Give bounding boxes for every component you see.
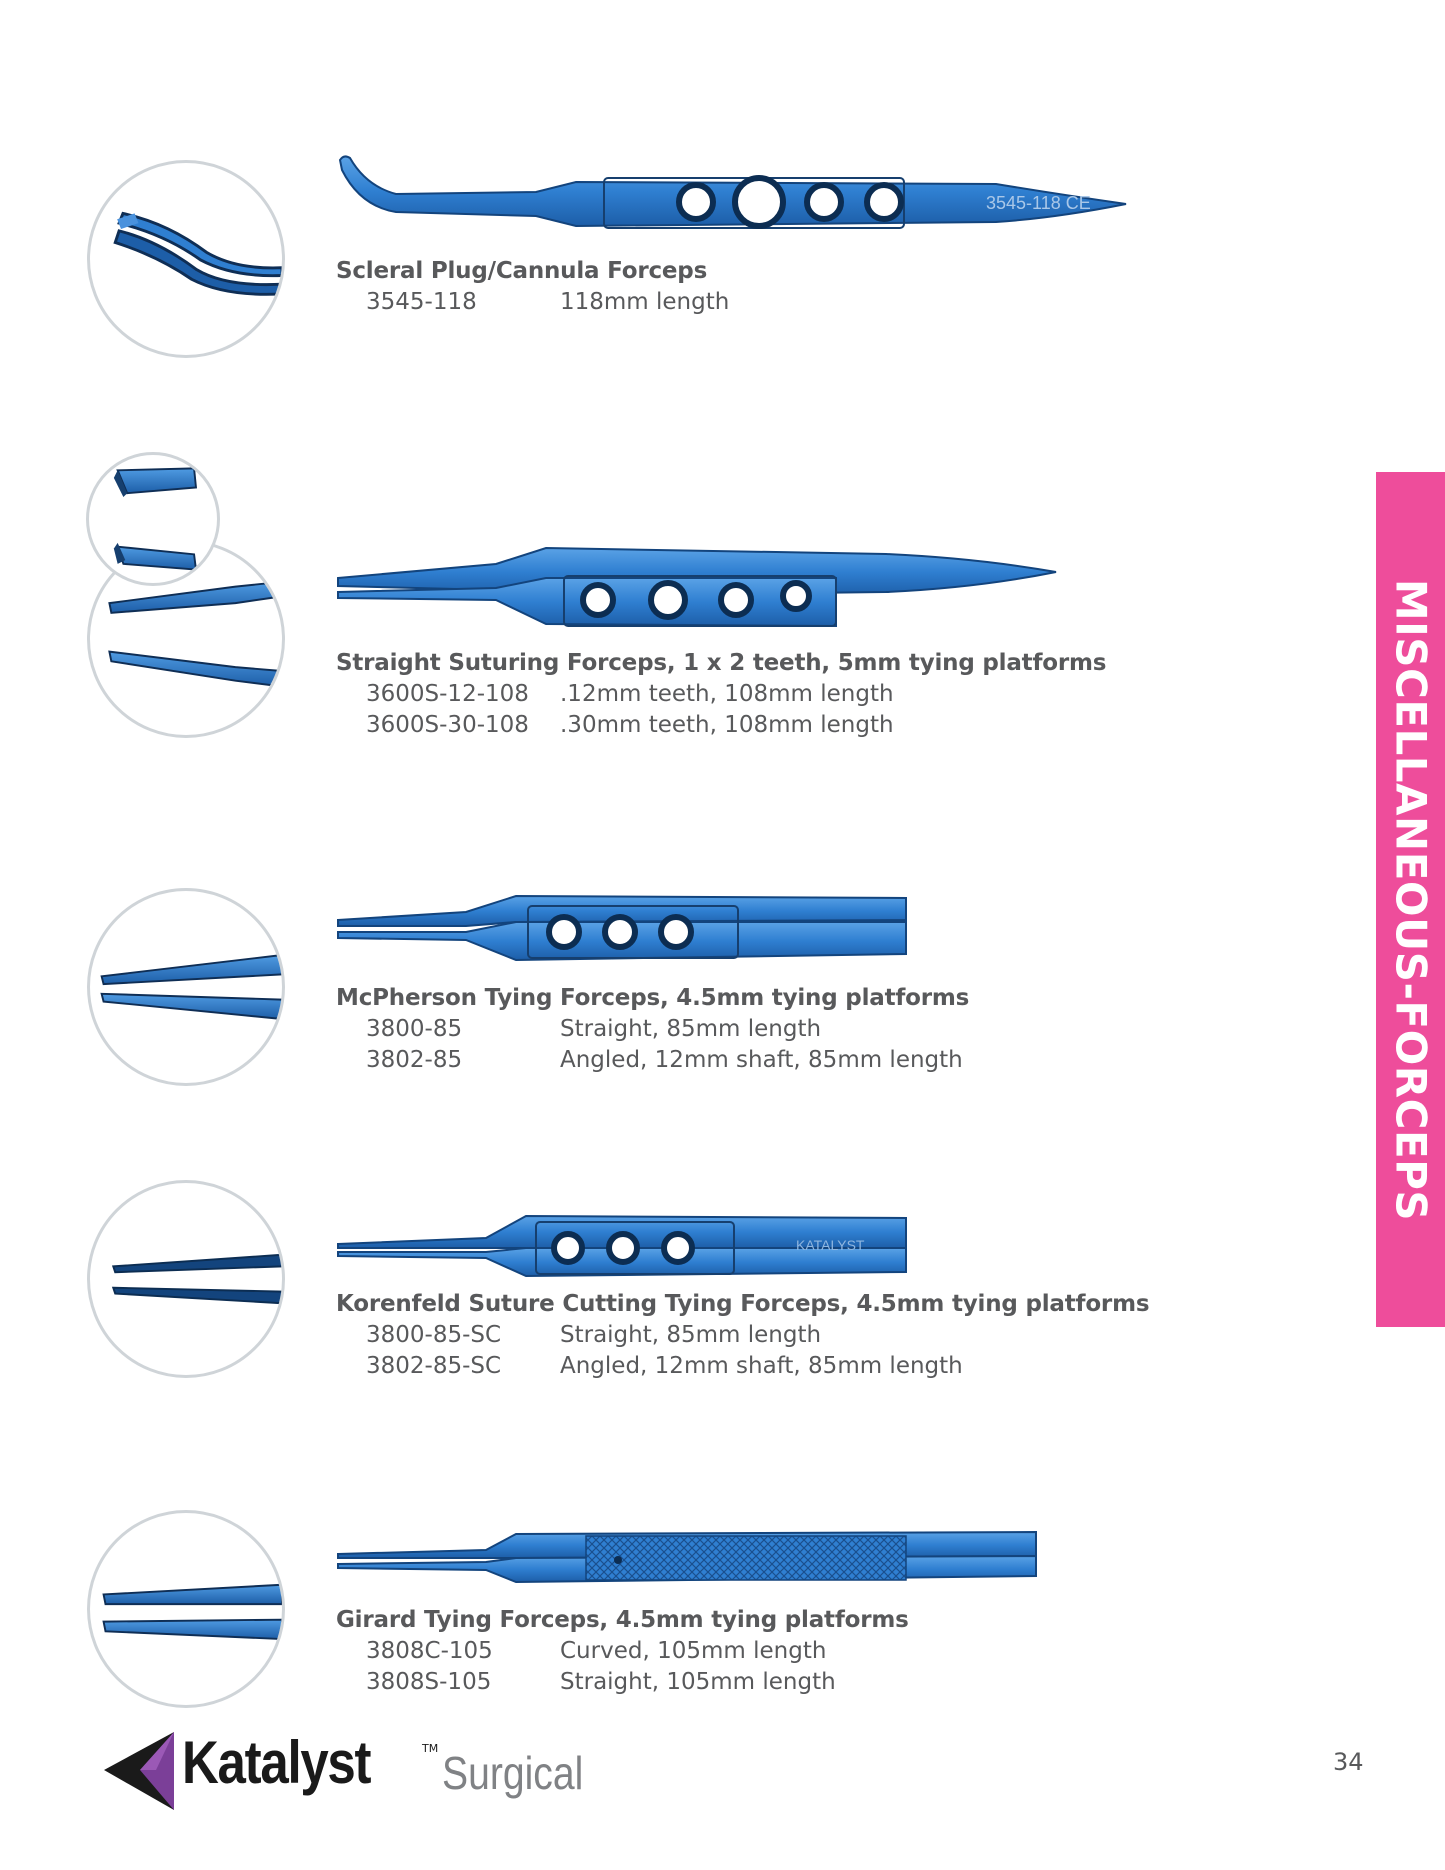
engraving-text: KATALYST (796, 1237, 865, 1253)
section-side-tab-label: MISCELLANEOUS-FORCEPS (1386, 578, 1435, 1221)
brand-trademark: TM (422, 1742, 439, 1755)
detail-circle-tip (87, 1180, 285, 1378)
engraving-text: 3545-118 CE (986, 193, 1091, 213)
product-title: McPherson Tying Forceps, 4.5mm tying platforms (336, 985, 970, 1011)
straight-suturing-forceps-image (336, 530, 1076, 640)
item-code: 3800-85-SC (366, 1322, 502, 1348)
item-desc: Angled, 12mm shaft, 85mm length (560, 1353, 963, 1379)
item-desc: Straight, 85mm length (560, 1016, 822, 1042)
detail-circle-tip (87, 888, 285, 1086)
detail-circle-tip (87, 1510, 285, 1708)
item-code: 3802-85-SC (366, 1353, 502, 1379)
scleral-plug-forceps-image (336, 146, 1136, 236)
item-code: 3800-85 (366, 1016, 463, 1042)
item-desc: Angled, 12mm shaft, 85mm length (560, 1047, 963, 1073)
brand-triangle-icon (104, 1730, 176, 1812)
brand-name: Katalyst (182, 1729, 371, 1796)
page-number: 34 (1333, 1748, 1364, 1776)
item-desc: Curved, 105mm length (560, 1638, 827, 1664)
mcpherson-forceps-image (336, 876, 916, 976)
item-code: 3600S-30-108 (366, 712, 529, 738)
item-desc: .12mm teeth, 108mm length (560, 681, 894, 707)
brand-subtitle: Surgical (442, 1747, 584, 1799)
item-code: 3808S-105 (366, 1669, 492, 1695)
item-desc: 118mm length (560, 289, 730, 315)
item-code: 3802-85 (366, 1047, 463, 1073)
product-title: Girard Tying Forceps, 4.5mm tying platforms (336, 1607, 909, 1633)
item-code: 3600S-12-108 (366, 681, 529, 707)
product-title: Straight Suturing Forceps, 1 x 2 teeth, 5mm tying platforms (336, 650, 1107, 676)
item-code: 3545-118 (366, 289, 477, 315)
girard-forceps-image (336, 1520, 1056, 1600)
item-desc: .30mm teeth, 108mm length (560, 712, 894, 738)
brand-logo (104, 1730, 604, 1816)
item-desc: Straight, 105mm length (560, 1669, 836, 1695)
product-title: Korenfeld Suture Cutting Tying Forceps, 4.5mm tying platforms (336, 1291, 1150, 1317)
item-code: 3808C-105 (366, 1638, 493, 1664)
detail-circle-teeth (86, 452, 220, 586)
section-side-tab (1376, 472, 1445, 1327)
item-desc: Straight, 85mm length (560, 1322, 822, 1348)
detail-circle-tip (87, 160, 285, 358)
product-title: Scleral Plug/Cannula Forceps (336, 258, 708, 284)
korenfeld-forceps-image (336, 1200, 916, 1290)
